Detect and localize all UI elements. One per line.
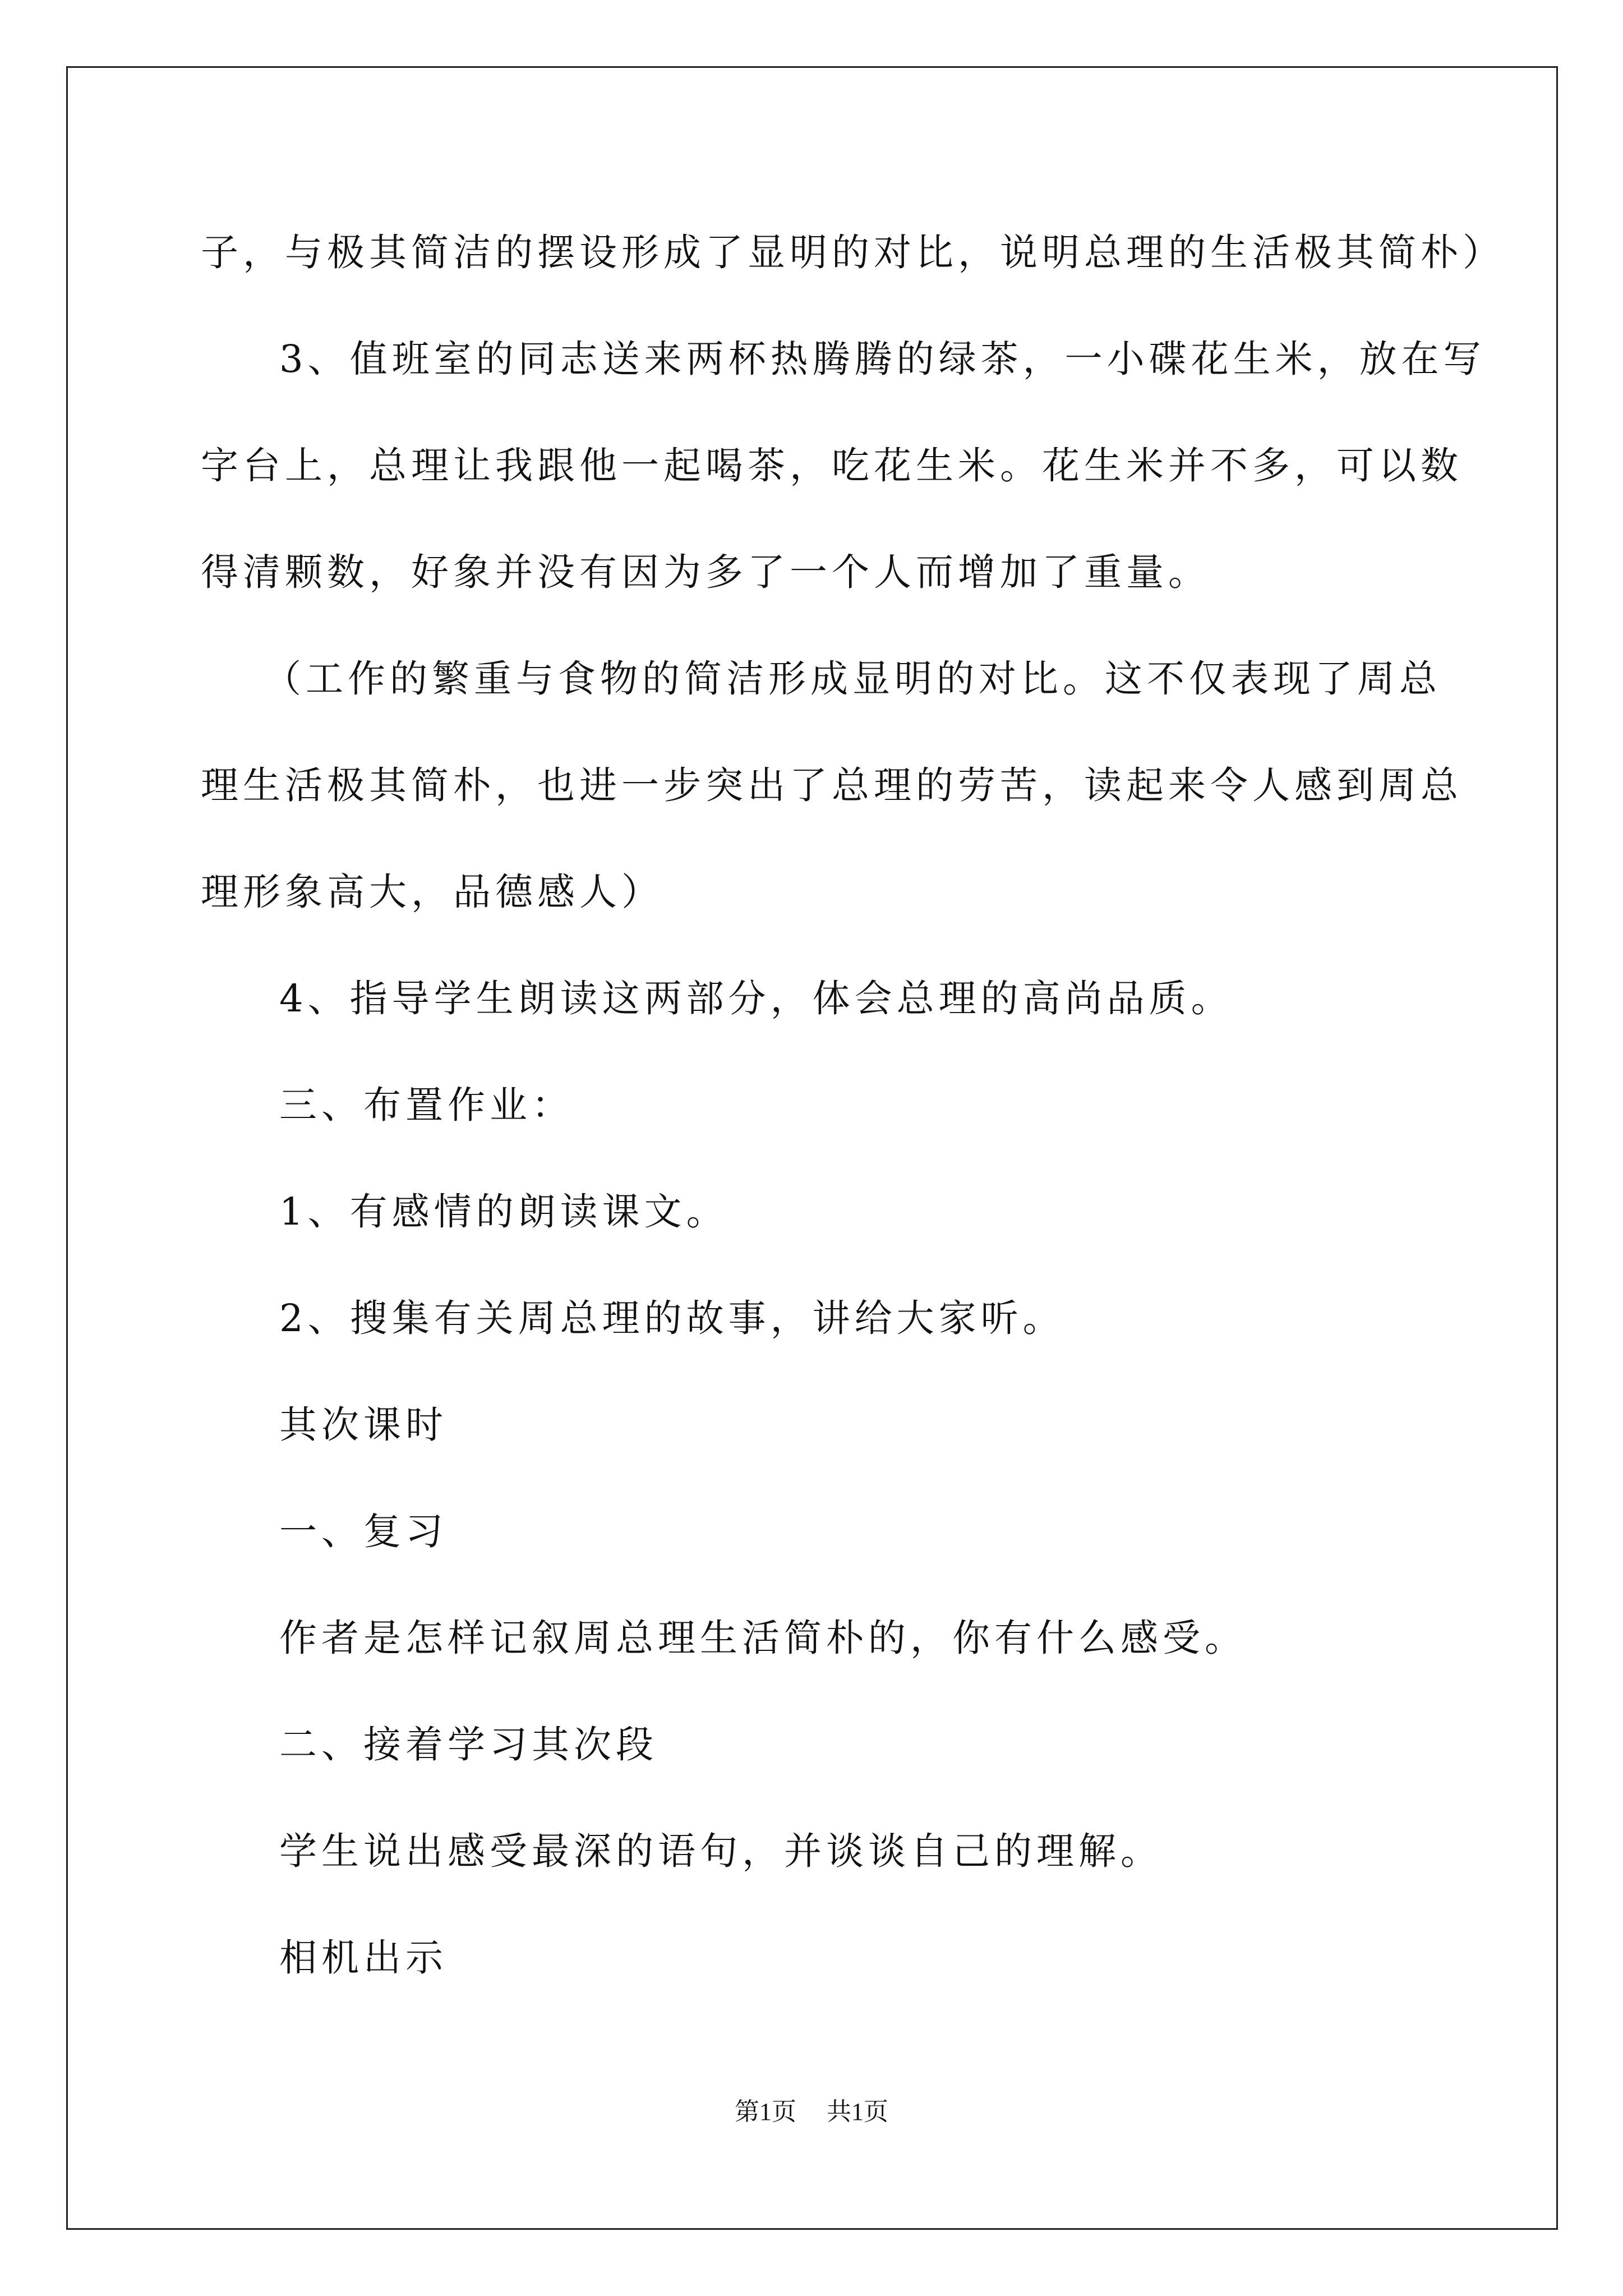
- paragraph-line: 相机出示: [279, 1936, 448, 1980]
- paragraph-line: 学生说出感受最深的语句，并谈谈自己的理解。: [279, 1829, 1163, 1873]
- paragraph-line: 4、指导学生朗读这两部分，体会总理的高尚品质。: [279, 977, 1233, 1020]
- paragraph-line: 3、值班室的同志送来两杯热腾腾的绿茶，一小碟花生米，放在写: [279, 337, 1486, 381]
- paragraph-line: 理形象高大，品德感人）: [201, 870, 663, 914]
- paragraph-line: 作者是怎样记叙周总理生活简朴的，你有什么感受。: [279, 1616, 1247, 1660]
- paragraph-line: 得清颗数，好象并没有因为多了一个人而增加了重量。: [201, 550, 1210, 594]
- paragraph-line: 字台上，总理让我跟他一起喝茶，吃花生米。花生米并不多，可以数: [201, 444, 1463, 487]
- section-heading: 一、复习: [279, 1510, 448, 1553]
- section-heading: 二、接着学习其次段: [279, 1723, 658, 1766]
- list-item: 1、有感情的朗读课文。: [279, 1190, 728, 1234]
- paragraph-line: 子，与极其简洁的摆设形成了显明的对比，说明总理的生活极其简朴）: [201, 231, 1505, 274]
- page-number: 第1页: [735, 2098, 796, 2125]
- list-item: 2、搜集有关周总理的故事，讲给大家听。: [279, 1296, 1065, 1340]
- page-footer: [0, 2095, 1623, 2129]
- section-heading: 其次课时: [279, 1403, 448, 1447]
- paragraph-line: 理生活极其简朴，也进一步突出了总理的劳苦，读起来令人感到周总: [201, 763, 1463, 807]
- paragraph-line: （工作的繁重与食物的简洁形成显明的对比。这不仅表现了周总: [264, 657, 1441, 701]
- page-border: [66, 66, 1558, 2230]
- section-heading: 三、布置作业：: [279, 1083, 574, 1127]
- page-total: 共1页: [827, 2098, 888, 2125]
